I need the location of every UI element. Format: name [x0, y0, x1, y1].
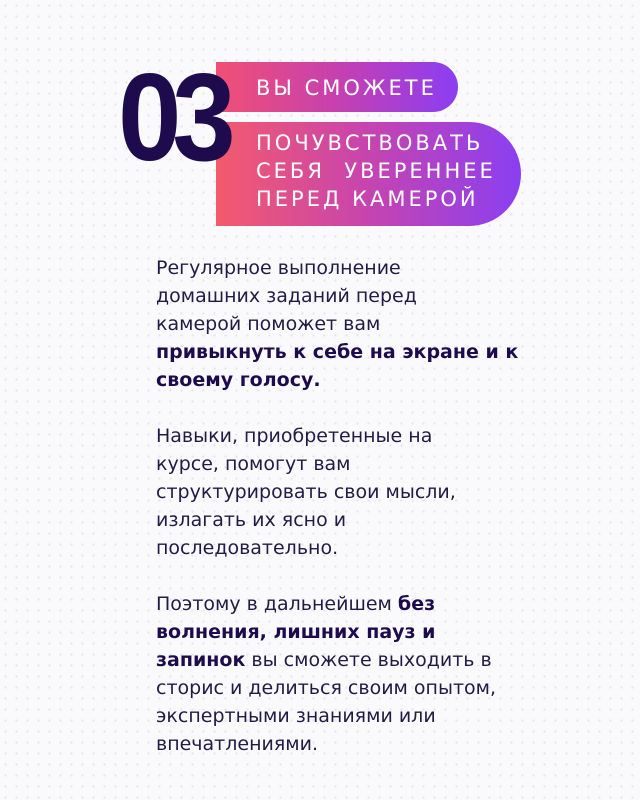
text-line: вы сможете выходить в [245, 649, 492, 671]
text-line-bold: своему голосу. [156, 369, 321, 391]
paragraph-2 [156, 422, 596, 562]
text-line: последовательно. [156, 537, 339, 559]
text-line-bold: без [397, 593, 436, 615]
text-line-bold: запинок [156, 649, 246, 671]
step-number: 03 [118, 49, 227, 187]
title-line: СЕБЯ УВЕРЕННЕЕ [256, 159, 496, 183]
text-line: Регулярное выполнение [156, 257, 401, 279]
paragraph-1 [156, 254, 596, 394]
subtitle-pill-label: ВЫ СМОЖЕТЕ [256, 76, 437, 100]
text-line-bold: привыкнуть к себе на экране и к [156, 341, 519, 363]
text-line: излагать их ясно и [156, 509, 347, 531]
text-line: впечатлениями. [156, 733, 319, 755]
title-box-text [256, 129, 496, 213]
text-line: структурировать свои мысли, [156, 481, 456, 503]
text-line: домашних заданий перед [156, 285, 417, 307]
header-block [0, 0, 640, 240]
text-line: камерой поможет вам [156, 313, 381, 335]
body-text [156, 254, 596, 786]
text-line: курсе, помогут вам [156, 453, 351, 475]
text-line: Навыки, приобретенные на [156, 425, 433, 447]
text-line: сторис и делиться своим опытом, [156, 677, 497, 699]
text-line-bold: волнения, лишних пауз и [156, 621, 436, 643]
text-line: экспертными знаниями или [156, 705, 436, 727]
title-line: ПЕРЕД КАМЕРОЙ [256, 187, 479, 211]
text-line: Поэтому в дальнейшем [156, 593, 398, 615]
title-line: ПОЧУВСТВОВАТЬ [256, 131, 484, 155]
paragraph-3 [156, 590, 596, 758]
